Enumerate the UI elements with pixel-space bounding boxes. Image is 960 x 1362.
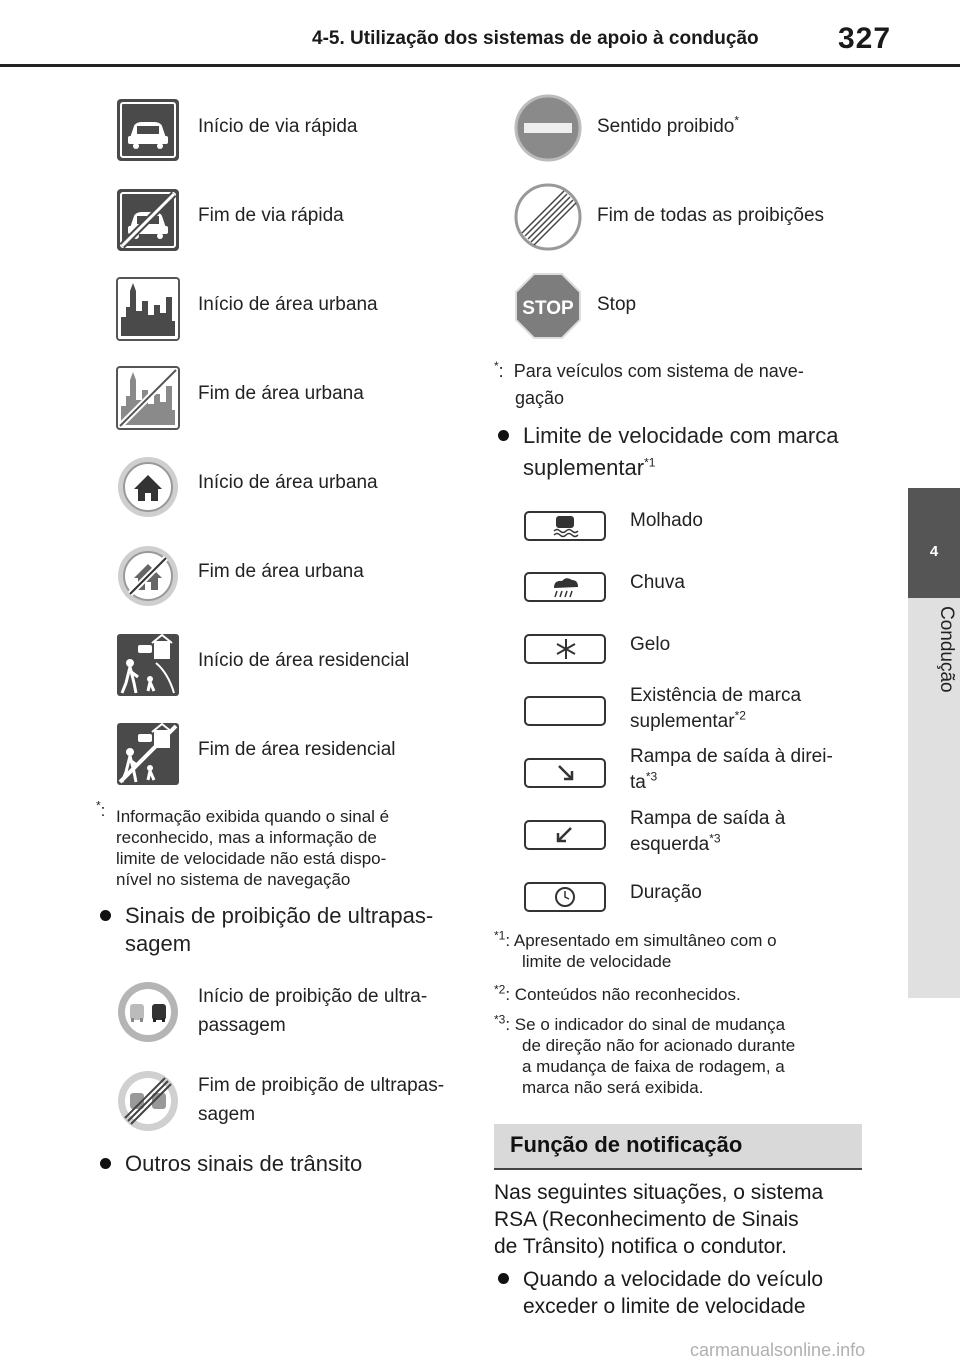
urban-area-start-sign-icon: [116, 277, 180, 341]
chapter-tab: [908, 488, 960, 598]
residential-area-end-sign-icon: [116, 722, 180, 786]
bullet-heading: Sinais de proibição de ultrapas- sagem: [100, 902, 433, 958]
urban-area-end-sign-icon: [116, 366, 180, 430]
footnote: $^{*3}$: Se o indicador do sinal de mudança de direção não for acionado durante a mudança de faixa de rodagem, a marca não será exibida.: [494, 1012, 796, 1097]
rain-plate-icon: [524, 572, 606, 602]
exit-right-plate-icon: [524, 758, 606, 788]
plate-label: Rampa de saída à esquerda$^{*3}$: [630, 808, 786, 855]
footnote-marker: *:: [96, 798, 106, 820]
sign-label: Fim de proibição de ultrapas- sagem: [198, 1075, 445, 1125]
plate-label: Chuva: [630, 572, 685, 593]
sign-label: Sentido proibido*: [597, 113, 739, 137]
stop-sign-text: STOP: [522, 298, 574, 319]
sign-label: Início de área urbana: [198, 472, 378, 493]
sign-label: Fim de área urbana: [198, 383, 364, 404]
chapter-label: Condução: [936, 606, 957, 693]
wet-road-plate-icon: [524, 511, 606, 541]
chapter-number: 4: [929, 543, 939, 560]
bullet-heading: Limite de velocidade com marca suplementar$^{*1}$: [498, 420, 838, 484]
urban-area-end-round-sign-icon: [116, 544, 180, 608]
running-header-title: 4-5. Utilização dos sistemas de apoio à condução: [312, 28, 759, 49]
sign-label: Fim de área urbana: [198, 561, 364, 582]
bullet-heading: Outros sinais de trânsito: [100, 1150, 362, 1178]
bullet-icon: [100, 1158, 111, 1169]
footnote: $^{*2}$: Conteúdos não reconhecidos.: [494, 982, 741, 1004]
plate-label: Duração: [630, 882, 702, 903]
bullet-item: Quando a velocidade do veículo exceder o limite de velocidade: [498, 1266, 823, 1320]
sign-label: Fim de área residencial: [198, 739, 396, 760]
motorway-start-sign-icon: [116, 98, 180, 162]
duration-clock-plate-icon: [524, 882, 606, 912]
no-entry-sign-icon: [514, 94, 582, 162]
section-body: Nas seguintes situações, o sistema RSA (Reconhecimento de Sinais de Trânsito) notifica o condutor.: [494, 1181, 824, 1258]
bullet-icon: [498, 430, 509, 441]
sign-label: Início de área urbana: [198, 294, 378, 315]
plate-label: Molhado: [630, 510, 703, 531]
chapter-label-tab: [908, 598, 960, 998]
end-all-prohibitions-sign-icon: [514, 183, 582, 251]
no-overtaking-start-sign-icon: [116, 980, 180, 1044]
sign-label: Início de proibição de ultra- passagem: [198, 986, 428, 1036]
sign-label: Início de área residencial: [198, 650, 410, 671]
motorway-end-sign-icon: [116, 188, 180, 252]
stop-sign-icon: [514, 272, 582, 340]
header-divider: [0, 64, 960, 67]
footnote: $^{*1}$: Apresentado em simultâneo com o limite de velocidade: [494, 928, 777, 971]
sign-label: Stop: [597, 294, 637, 315]
plate-label: Rampa de saída à direi- $ta^{*3}$: [630, 746, 833, 793]
exit-left-plate-icon: [524, 820, 606, 850]
bullet-icon: [100, 910, 111, 921]
plate-label: Existência de marca suplementar$^{*2}$: [630, 685, 802, 732]
residential-area-start-sign-icon: [116, 633, 180, 697]
plate-label: Gelo: [630, 634, 671, 655]
urban-area-start-round-sign-icon: [116, 455, 180, 519]
sign-label: Fim de todas as proibições: [597, 205, 825, 226]
sign-label: Fim de via rápida: [198, 205, 344, 226]
footnote-text: Informação exibida quando o sinal é reconhecido, mas a informação de limite de velocidade não está dispo- nível no sistema de navegação: [116, 807, 390, 889]
page-number: 327: [838, 22, 892, 55]
sign-label: Início de via rápida: [198, 116, 358, 137]
blank-plate-icon: [524, 696, 606, 726]
footnote: *: Para veículos com sistema de nave- gação: [494, 359, 804, 408]
watermark: carmanualsonline.info: [690, 1340, 866, 1360]
no-overtaking-end-sign-icon: [116, 1069, 180, 1133]
section-heading: Função de notificação: [494, 1124, 862, 1170]
ice-plate-icon: [524, 634, 606, 664]
bullet-icon: [498, 1273, 509, 1284]
